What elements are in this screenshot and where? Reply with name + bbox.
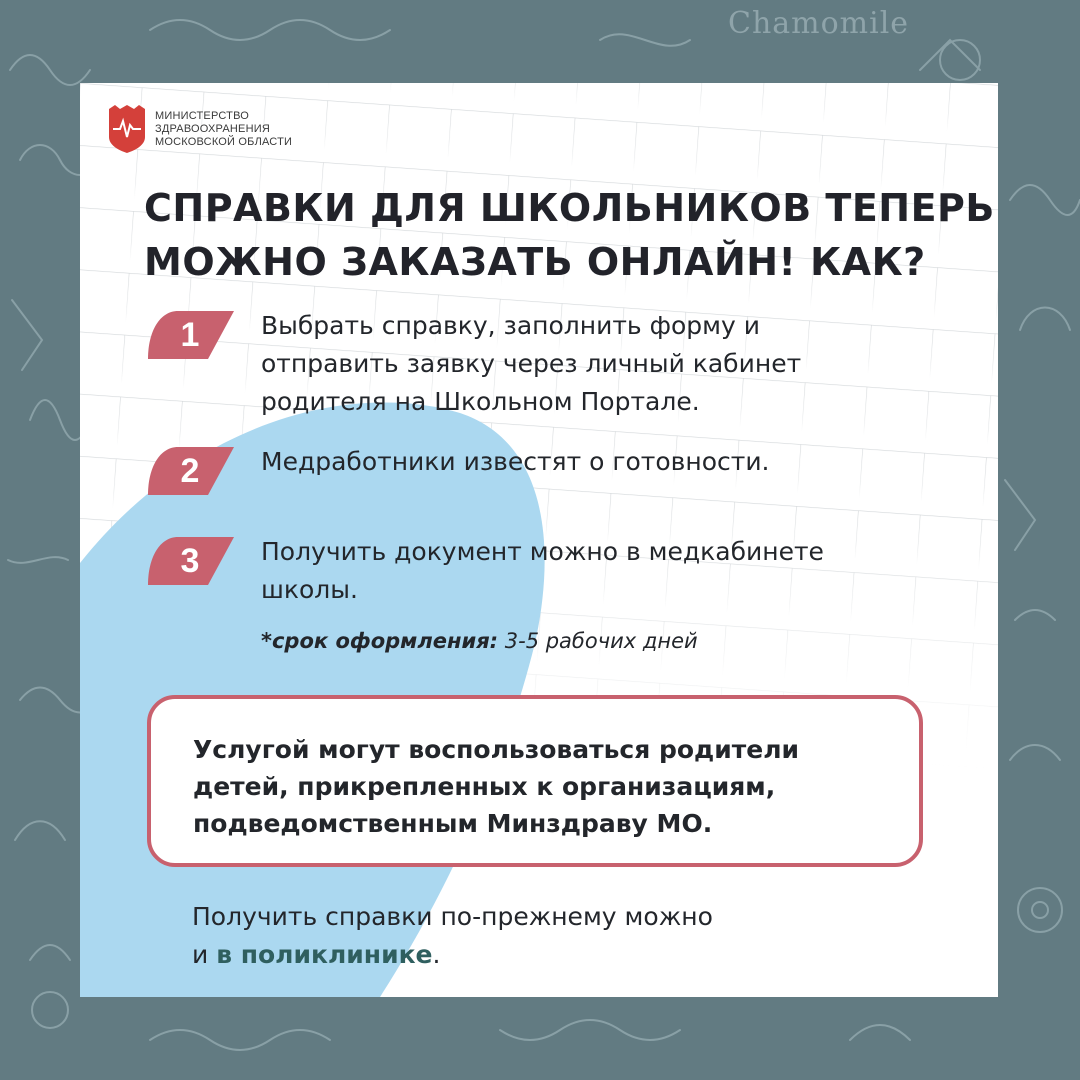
footer-prefix: и: [192, 940, 217, 969]
step-number: 3: [180, 542, 200, 580]
ministry-logo: [108, 105, 292, 153]
step-badge: [148, 447, 236, 495]
logo-line-3: МОСКОВСКОЙ ОБЛАСТИ: [155, 135, 293, 148]
step-text: [261, 307, 961, 421]
step-number: 2: [180, 452, 200, 490]
step-text-line: родителя на Школьном Портале.: [261, 387, 700, 416]
step-text-line: школы.: [261, 575, 358, 604]
footer-suffix: .: [432, 940, 441, 969]
info-card: [80, 83, 998, 997]
step-badge: [148, 537, 236, 585]
note-label: *срок оформления:: [261, 629, 499, 653]
step-text: [261, 533, 961, 609]
clinic-highlight: в поликлинике: [216, 940, 433, 969]
eligibility-text: [193, 731, 799, 842]
footer-line-1: Получить справки по-прежнему можно: [192, 902, 713, 931]
step-number: 1: [180, 316, 200, 354]
background-decor-word: Chamomile: [728, 6, 910, 41]
title-line-2: МОЖНО ЗАКАЗАТЬ ОНЛАЙН! КАК?: [144, 240, 926, 284]
processing-time-note: [261, 629, 698, 653]
ministry-emblem-icon: [108, 105, 146, 153]
note-value: 3-5 рабочих дней: [498, 629, 698, 653]
eligibility-box: [147, 695, 923, 867]
page-title: [144, 181, 995, 289]
footer-text: [192, 898, 713, 974]
logo-line-2: ЗДРАВООХРАНЕНИЯ: [155, 122, 270, 135]
step-text: [261, 443, 961, 481]
eligibility-line-3: подведомственным Минздраву МО.: [193, 809, 713, 838]
eligibility-line-2: детей, прикрепленных к организациям,: [193, 772, 776, 801]
step-badge: [148, 311, 236, 359]
eligibility-line-1: Услугой могут воспользоваться родители: [193, 735, 800, 764]
step-text-line: Получить документ можно в медкабинете: [261, 537, 824, 566]
footer-line-2: [192, 936, 713, 974]
step-text-line: Выбрать справку, заполнить форму и: [261, 311, 760, 340]
step-text-line: Медработники известят о готовности.: [261, 447, 770, 476]
logo-line-1: МИНИСТЕРСТВО: [155, 109, 249, 122]
title-line-1: СПРАВКИ ДЛЯ ШКОЛЬНИКОВ ТЕПЕРЬ: [144, 186, 995, 230]
step-text-line: отправить заявку через личный кабинет: [261, 349, 802, 378]
